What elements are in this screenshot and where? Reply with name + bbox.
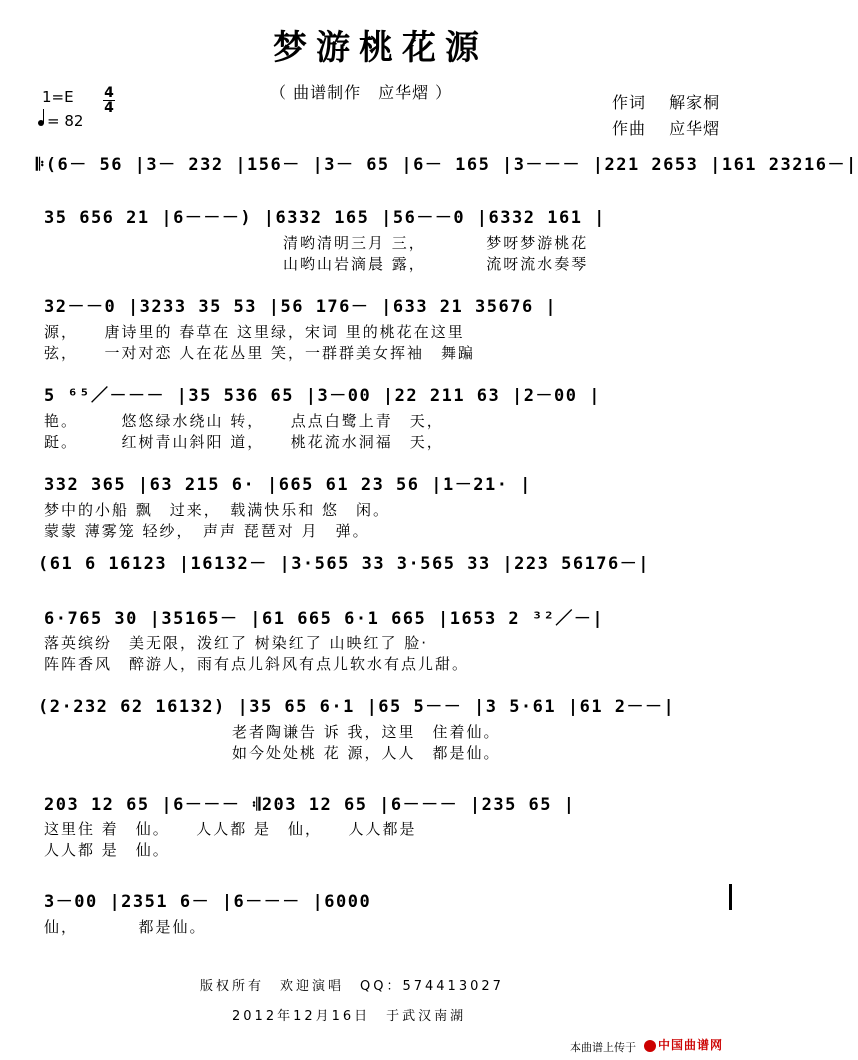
- date-text: 2012年12月16日 于武汉南湖: [232, 1009, 467, 1024]
- tempo-value: = 82: [47, 112, 84, 130]
- time-signature-top: 4: [104, 85, 114, 101]
- lyric-line-8a: 老者陶谦告 诉 我，这里 住着仙。: [232, 723, 501, 741]
- key-signature: 1=E: [42, 88, 74, 106]
- copyright-text: 版权所有 欢迎演唱 QQ：574413027: [200, 979, 504, 994]
- final-barline: [729, 884, 732, 910]
- lyric-line-4a: 艳。 悠悠绿水绕山 转， 点点白鹭上青 天，: [44, 412, 444, 430]
- score-line-8: (2·232 62 16132) |35 65 6·1 |65 5－－ |3 5·61 |61 2－－|: [38, 697, 676, 717]
- lyric-line-5a: 梦中的小船 飘 过来， 载满快乐和 悠 闲。: [44, 501, 391, 519]
- lyric-line-5b: 蒙蒙 薄雾笼 轻纱， 声声 琵琶对 月 弹。: [44, 522, 370, 540]
- quarter-note-icon: [38, 120, 44, 126]
- subtitle: （ 曲谱制作 应华熠 ）: [270, 83, 453, 102]
- lyric-line-2b: 山哟山岩滴晨 露， 流呀流水奏琴: [283, 255, 589, 273]
- score-line-9: 203 12 65 |6－－－ 𝄇203 12 65 |6－－－ |235 65 |: [44, 795, 576, 815]
- lyric-line-4b: 跹。 红树青山斜阳 道， 桃花流水洞福 天，: [44, 433, 444, 451]
- composer-credit: 作曲 应华熠: [612, 119, 721, 138]
- lyric-line-8b: 如今处处桃 花 源，人人 都是仙。: [232, 744, 501, 762]
- lyric-line-3a: 源， 唐诗里的 春草在 这里绿，宋词 里的桃花在这里: [44, 323, 465, 341]
- site-name: 中国曲谱网: [658, 1038, 724, 1052]
- lyric-line-7b: 阵阵香风 醉游人，雨有点儿斜风有点儿软水有点儿甜。: [44, 655, 470, 673]
- time-signature: [103, 86, 115, 115]
- lyric-line-3b: 弦， 一对对恋 人在花丛里 笑，一群群美女挥袖 舞蹁: [44, 344, 476, 362]
- upload-notice: 本曲谱上传于: [570, 1041, 636, 1054]
- score-line-1: 𝄆(6－ 56 |3－ 232 |156－ |3－ 65 |6－ 165 |3－－－ |221 2653 |161 23216－|: [36, 155, 858, 175]
- score-line-4: 5 ⁶⁵／－－－ |35 536 65 |3－00 |22 211 63 |2－00 |: [44, 386, 601, 406]
- lyric-line-7a: 落英缤纷 美无限，泼红了 树染红了 山映红了 脸·: [44, 634, 429, 652]
- score-line-10: 3－00 |2351 6－ |6－－－ |6000: [44, 892, 372, 912]
- lyric-line-2a: 清哟清明三月 三， 梦呀梦游桃花: [283, 234, 589, 252]
- score-line-2: 35 656 21 |6－－－) |6332 165 |56－－0 |6332 161 |: [44, 208, 606, 228]
- tempo-marking: [38, 112, 83, 130]
- page-title: 梦游桃花源: [273, 28, 488, 68]
- lyric-line-9b: 人人都 是 仙。: [44, 841, 170, 859]
- site-logo[interactable]: [644, 1036, 723, 1053]
- lyric-line-9a: 这里住 着 仙。 人人都 是 仙， 人人都是: [44, 820, 417, 838]
- score-line-3: 32－－0 |3233 35 53 |56 176－ |633 21 35676 |: [44, 297, 558, 317]
- logo-icon: [644, 1040, 656, 1052]
- score-line-7: 6·765 30 |35165－ |61 665 6·1 665 |1653 2 ³²／－|: [44, 609, 605, 629]
- score-line-5: 332 365 |63 215 6· |665 61 23 56 |1－21· |: [44, 475, 532, 495]
- lyricist-credit: 作词 解家桐: [612, 93, 721, 112]
- lyric-line-10a: 仙， 都是仙。: [44, 918, 207, 936]
- time-signature-bottom: 4: [104, 100, 114, 116]
- score-line-6: (61 6 16123 |16132－ |3·565 33 3·565 33 |223 56176－|: [38, 554, 651, 574]
